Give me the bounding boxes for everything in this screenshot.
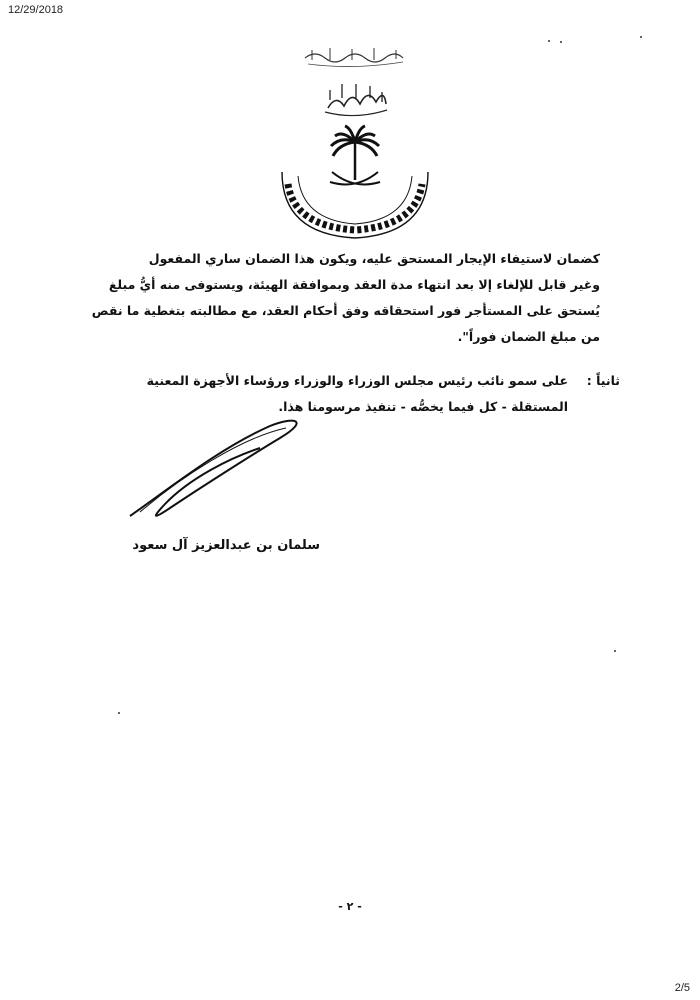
paragraph-line: كضمان لاستيفاء الإيجار المستحق عليه، ويكون هذا الضمان ساري المفعول: [148, 251, 600, 266]
scan-speck: [640, 36, 642, 38]
royal-seal-text: [282, 172, 428, 238]
decree-paragraph: [40, 246, 600, 350]
clause-line: على سمو نائب رئيس مجلس الوزراء والوزراء ورؤساء الأجهزة المعنية: [146, 373, 568, 388]
clause-line: المستقلة - كل فيما يخصُّه - تنفيذ مرسومنا هذا.: [278, 399, 568, 414]
scan-speck: [614, 650, 616, 652]
scan-speck: [560, 41, 562, 43]
clause-label: ثانياً :: [586, 373, 620, 388]
handwritten-signature: [110, 408, 370, 528]
basmala-calligraphy: [300, 40, 410, 70]
paragraph-line: يُستحق على المستأجر فور استحقاقه وفق أحكام العقد، مع مطالبته بتغطية ما نقص: [91, 303, 600, 318]
paragraph-line: من مبلغ الضمان فوراً".: [457, 329, 600, 344]
print-date: 12/29/2018: [8, 4, 64, 16]
signer-name: سلمان بن عبدالعزيز آل سعود: [132, 538, 320, 553]
royal-emblem: [270, 80, 440, 245]
page-marker: - ٢ -: [338, 900, 362, 913]
palm-tree-icon: [331, 126, 379, 180]
page-count: 2/5: [674, 982, 690, 994]
scan-speck: [118, 712, 120, 714]
paragraph-line: وغير قابل للإلغاء إلا بعد انتهاء مدة العقد وبموافقة الهيئة، ويستوفى منه أيُّ مبلغ: [108, 277, 600, 292]
scan-speck: [548, 40, 550, 42]
shahada-calligraphy: [325, 84, 387, 116]
